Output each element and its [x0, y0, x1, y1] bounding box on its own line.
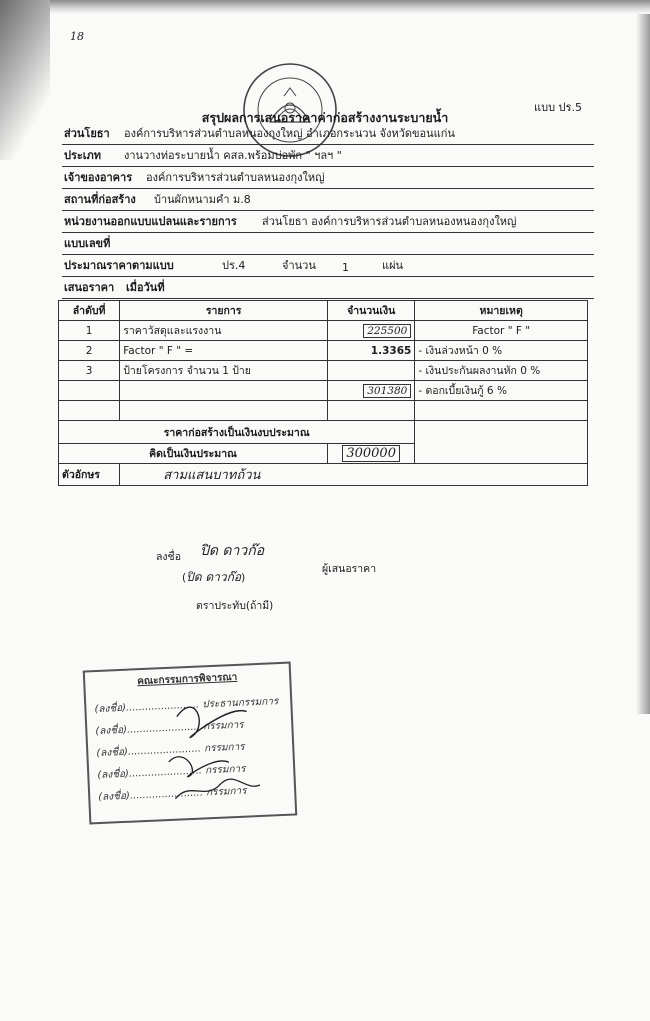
letters-cell [120, 464, 588, 486]
header-label: แบบเลขที่ [64, 237, 111, 250]
handwritten-amount: 301380 [363, 384, 411, 398]
total-value: 300000 [342, 445, 400, 462]
budget-row [59, 421, 588, 444]
handwritten-amount: 225500 [363, 324, 411, 338]
letters-row [59, 464, 588, 486]
committee-signatures-icon [156, 682, 281, 807]
header-label: สถานที่ก่อสร้าง [64, 193, 136, 206]
cell-amount [328, 361, 415, 381]
estimate-qty: 1 [342, 261, 349, 274]
table-header-row [59, 301, 588, 321]
committee-box [83, 662, 298, 825]
seal-label: ตราประทับ(ถ้ามี) [196, 600, 274, 612]
header-row-section [62, 124, 594, 145]
cell-amount [328, 321, 415, 341]
committee-sign-prefix: (ลงชื่อ)....................... [95, 721, 201, 738]
cell-remark [415, 401, 588, 421]
table-row [59, 321, 588, 341]
estimate-label: ประมาณราคาตามแบบ [64, 259, 174, 272]
total-label: คิดเป็นเงินประมาณ [59, 444, 328, 464]
committee-sign-prefix: (ลงชื่อ)....................... [97, 765, 203, 782]
cell-amount [328, 381, 415, 401]
col-no-header: ลำดับที่ [59, 301, 120, 321]
cell-item [120, 401, 328, 421]
table-row [59, 381, 588, 401]
header-row-owner [62, 168, 594, 189]
header-row-type [62, 146, 594, 167]
page-shadow [40, 0, 650, 14]
header-label: ส่วนโยธา [64, 127, 110, 140]
bidder-role: ผู้เสนอราคา [322, 563, 377, 575]
cell-item: ราคาวัสดุและแรงงาน [120, 321, 328, 341]
committee-role: กรรมการ [203, 741, 245, 755]
header-row-drawing-no [62, 234, 594, 255]
header-value: ส่วนโยธา องค์การบริหารส่วนตำบลหนองหนองกุงใหญ่ [262, 215, 517, 228]
cell-amount [328, 401, 415, 421]
estimate-form: ปร.4 [222, 259, 246, 272]
signature-handwriting: ปิด ดาวก๊อ [200, 543, 265, 559]
header-label: หน่วยงานออกแบบแปลนและรายการ [64, 215, 237, 228]
cell-no [59, 381, 120, 401]
table-row [59, 401, 588, 421]
col-remark-header: หมายเหตุ [415, 301, 588, 321]
page-fold [0, 0, 50, 160]
header-value: องค์การบริหารส่วนตำบลหนองกุงใหญ่ [146, 171, 325, 184]
table-row [59, 341, 588, 361]
committee-sign-prefix: (ลงชื่อ)....................... [98, 787, 204, 804]
estimate-unit: แผ่น [382, 259, 404, 272]
sign-label: ลงชื่อ [156, 551, 181, 563]
cell-remark: Factor " F " [415, 321, 588, 341]
cell-no: 3 [59, 361, 120, 381]
bid-row [62, 278, 594, 299]
header-value: องค์การบริหารส่วนตำบลหนองกุงใหญ่ อำเภอกระนวน จังหวัดขอนแก่น [124, 127, 455, 140]
header-value: บ้านผักหนามคำ ม.8 [154, 193, 251, 206]
page-title: สรุปผลการเสนอราคาค่าก่อสร้างงานระบายน้ำ [201, 110, 449, 125]
committee-role: กรรมการ [204, 763, 246, 777]
estimate-row [62, 256, 594, 277]
col-amount-header: จำนวนเงิน [328, 301, 415, 321]
header-label: เจ้าของอาคาร [64, 171, 133, 184]
letters-label: ตัวอักษร [59, 464, 120, 486]
cell-no: 1 [59, 321, 120, 341]
committee-title: คณะกรรมการพิจารณา [136, 671, 238, 688]
header-value: งานวางท่อระบายน้ำ คสล.พร้อมบ่อพัก " ฯลฯ " [124, 149, 342, 162]
cell-remark: - เงินล่วงหน้า 0 % [415, 341, 588, 361]
budget-remark-empty [415, 421, 588, 464]
signer-name: ปิด ดาวก๊อ [186, 570, 242, 584]
total-cell [328, 444, 415, 464]
cell-remark: - เงินประกันผลงานหัก 0 % [415, 361, 588, 381]
budget-label: ราคาก่อสร้างเป็นเงินงบประมาณ [59, 421, 415, 444]
estimate-qty-label: จำนวน [282, 259, 316, 272]
bid-date-label: เมื่อวันที่ [126, 281, 165, 294]
signer-name-line: (ปิด ดาวก๊อ) [182, 570, 246, 584]
cost-table [58, 300, 588, 486]
cell-amount: 1.3365 [328, 341, 415, 361]
committee-role: กรรมการ [205, 785, 247, 799]
bid-label: เสนอราคา [64, 281, 115, 294]
cell-remark: - ดอกเบี้ยเงินกู้ 6 % [415, 381, 588, 401]
header-label: ประเภท [64, 149, 102, 162]
committee-role: กรรมการ [202, 719, 244, 733]
cell-no [59, 401, 120, 421]
cell-no: 2 [59, 341, 120, 361]
cell-item: Factor " F " = [120, 341, 328, 361]
committee-sign-prefix: (ลงชื่อ)....................... [96, 743, 202, 760]
letters-value: สามแสนบาทถ้วน [163, 468, 261, 483]
header-row-location [62, 190, 594, 211]
header-row-designer [62, 212, 594, 233]
committee-sign-prefix: (ลงชื่อ)....................... [94, 699, 200, 716]
form-code: แบบ ปร.5 [534, 101, 582, 114]
cell-item [120, 381, 328, 401]
col-item-header: รายการ [120, 301, 328, 321]
committee-role: ประธานกรรมการ [202, 696, 279, 711]
page-number: 18 [70, 30, 84, 43]
table-row [59, 361, 588, 381]
cell-item: ป้ายโครงการ จำนวน 1 ป้าย [120, 361, 328, 381]
